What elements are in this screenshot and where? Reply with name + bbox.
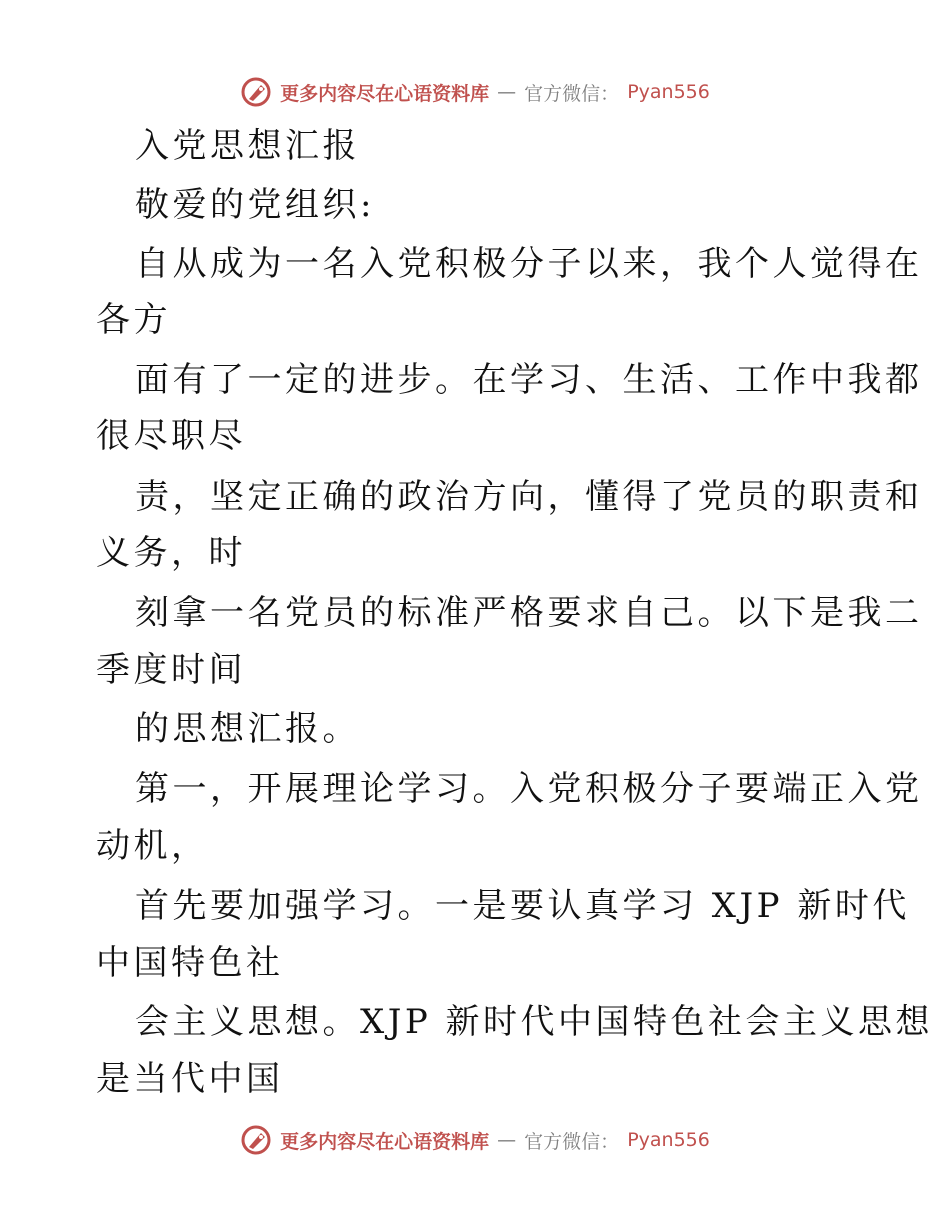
- paragraph-line: 会主义思想。XJP 新时代中国特色社会主义思想: [135, 1002, 934, 1042]
- paragraph-line: 中国特色社: [96, 943, 284, 983]
- document-title: 入党思想汇报: [135, 126, 360, 166]
- paragraph-line: 责，坚定正确的政治方向，懂得了党员的职责和: [135, 477, 923, 517]
- banner-wechat-label: 官方微信：: [524, 1130, 620, 1153]
- paragraph-line: 刻拿一名党员的标准严格要求自己。以下是我二: [135, 593, 923, 633]
- header-banner: [0, 72, 950, 112]
- banner-handle: Pyan556: [627, 1129, 710, 1151]
- pen-nib-logo-icon: [240, 76, 272, 108]
- paragraph-line: 很尽职尽: [96, 416, 246, 456]
- paragraph-line: 季度时间: [96, 650, 246, 690]
- paragraph-line: 义务，时: [96, 533, 246, 573]
- banner-separator: —: [497, 1129, 517, 1151]
- banner-wechat-label: 官方微信：: [524, 82, 620, 105]
- banner-brand-text: 更多内容尽在心语资料库: [280, 82, 490, 105]
- paragraph-line: 动机，: [96, 826, 209, 866]
- paragraph-line: 首先要加强学习。一是要认真学习 XJP 新时代: [135, 886, 910, 926]
- footer-banner: [0, 1120, 950, 1160]
- banner-handle: Pyan556: [627, 81, 710, 103]
- paragraph-line: 是当代中国: [96, 1059, 284, 1099]
- salutation: 敬爱的党组织:: [135, 185, 375, 225]
- banner-brand-text: 更多内容尽在心语资料库: [280, 1130, 490, 1153]
- banner-separator: —: [497, 81, 517, 103]
- paragraph-line: 自从成为一名入党积极分子以来，我个人觉得在: [135, 244, 923, 284]
- pen-nib-logo-icon: [240, 1124, 272, 1156]
- paragraph-line: 第一，开展理论学习。入党积极分子要端正入党: [135, 769, 923, 809]
- paragraph-line: 面有了一定的进步。在学习、生活、工作中我都: [135, 360, 923, 400]
- paragraph-line: 的思想汇报。: [135, 709, 360, 749]
- paragraph-line: 各方: [96, 300, 171, 340]
